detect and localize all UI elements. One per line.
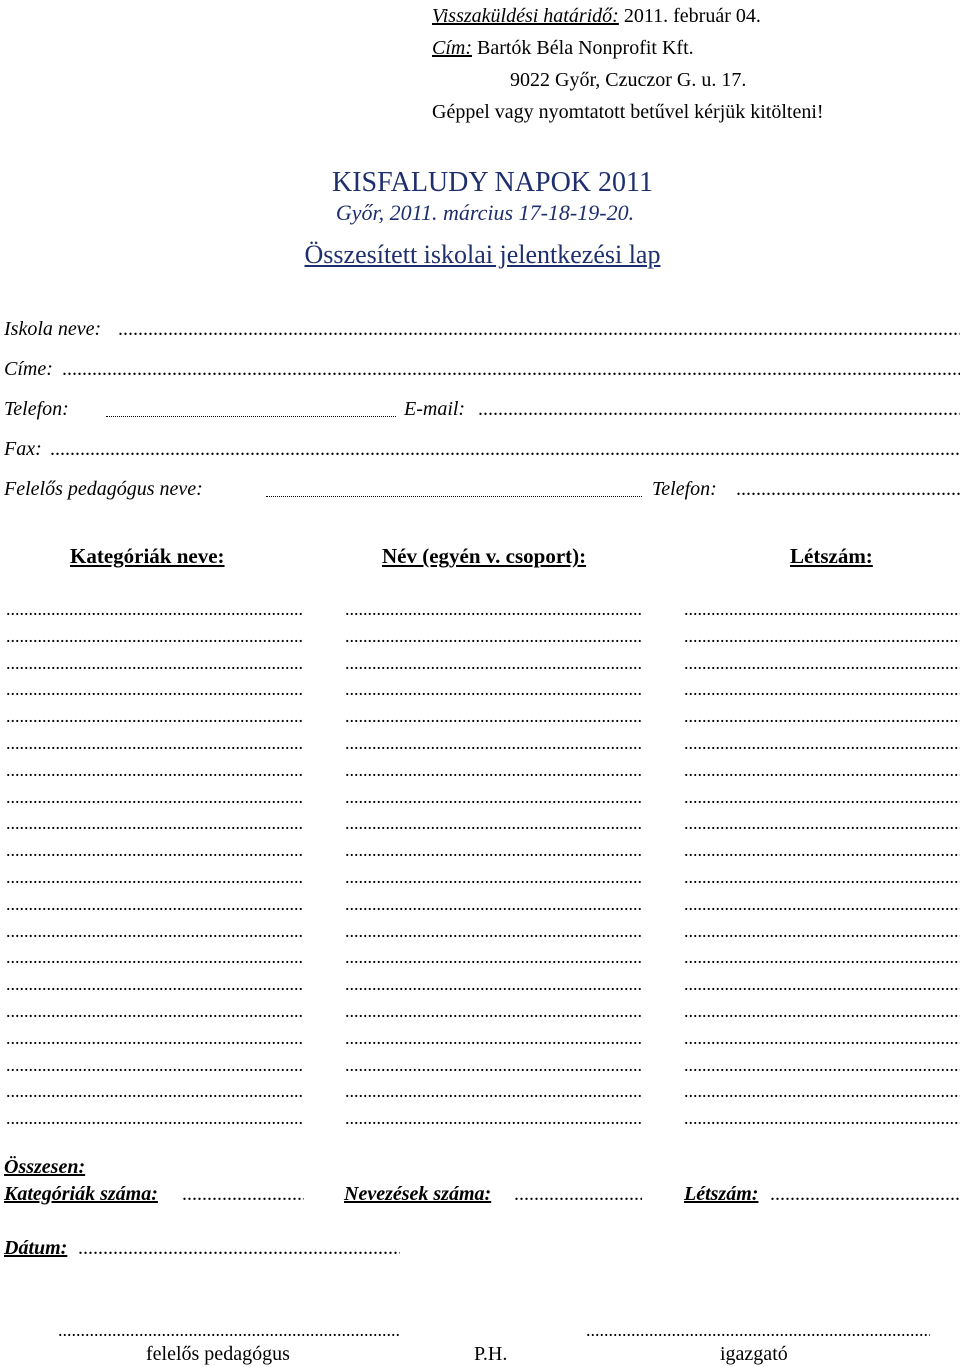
headcount-cell[interactable] xyxy=(684,651,960,675)
address-field[interactable] xyxy=(4,356,960,382)
name-cell[interactable] xyxy=(345,811,643,835)
name-cell[interactable] xyxy=(345,1079,643,1103)
headcount-cell[interactable] xyxy=(684,731,960,755)
category-cell[interactable] xyxy=(6,1026,304,1050)
name-cell[interactable] xyxy=(345,731,643,755)
category-cell[interactable] xyxy=(6,838,304,862)
deadline-value: 2011. február 04. xyxy=(623,5,761,27)
headcount-cell[interactable] xyxy=(684,624,960,648)
entries-count-fill xyxy=(514,1181,642,1207)
headcount-cell[interactable] xyxy=(684,838,960,862)
category-cell[interactable] xyxy=(6,972,304,996)
category-cell[interactable] xyxy=(6,919,304,943)
headcount-cell[interactable] xyxy=(684,892,960,916)
entries-count-label: Nevezések száma: xyxy=(344,1183,492,1205)
headcount-cell[interactable] xyxy=(684,919,960,943)
teacher-fill[interactable] xyxy=(266,478,642,497)
table-row xyxy=(0,651,960,678)
headcount-cell[interactable] xyxy=(684,704,960,728)
headcount-total-label: Létszám: xyxy=(684,1183,759,1205)
teacher-label: Felelős pedagógus neve: xyxy=(4,478,203,500)
teacher-phone-fill[interactable] xyxy=(736,476,960,502)
table-row xyxy=(0,704,960,731)
table-row xyxy=(0,1106,960,1133)
entry-table xyxy=(0,597,960,1133)
instruction-text: Géppel vagy nyomtatott betűvel kérjük kitölteni! xyxy=(432,101,824,123)
table-row xyxy=(0,811,960,838)
phone-fill[interactable] xyxy=(106,398,396,417)
categories-count-field[interactable] xyxy=(4,1181,304,1207)
principal-signature-label: igazgató xyxy=(720,1343,788,1365)
event-date: Győr, 2011. március 17-18-19-20. xyxy=(335,200,635,225)
table-row xyxy=(0,1079,960,1106)
deadline-label: Visszaküldési határidő: xyxy=(432,5,619,27)
principal-signature-line[interactable] xyxy=(586,1318,930,1342)
table-row xyxy=(0,624,960,651)
headcount-cell[interactable] xyxy=(684,758,960,782)
form-title: Összesített iskolai jelentkezési lap xyxy=(304,240,661,269)
table-row xyxy=(0,731,960,758)
col-header-headcount: Létszám: xyxy=(790,544,873,568)
date-field[interactable] xyxy=(4,1235,400,1261)
category-cell[interactable] xyxy=(6,1053,304,1077)
address-line-1: Bartók Béla Nonprofit Kft. xyxy=(477,37,694,59)
total-label: Összesen: xyxy=(4,1156,86,1178)
name-cell[interactable] xyxy=(345,1026,643,1050)
headcount-cell[interactable] xyxy=(684,972,960,996)
name-cell[interactable] xyxy=(345,999,643,1023)
school-name-field[interactable] xyxy=(4,316,960,342)
category-cell[interactable] xyxy=(6,597,304,621)
name-cell[interactable] xyxy=(345,1053,643,1077)
date-fill xyxy=(78,1235,400,1261)
table-row xyxy=(0,1026,960,1053)
headcount-total-fill xyxy=(770,1181,960,1207)
col-header-categories: Kategóriák neve: xyxy=(70,544,225,568)
name-cell[interactable] xyxy=(345,785,643,809)
header-block xyxy=(432,0,824,128)
email-label: E-mail: xyxy=(404,398,466,420)
date-label: Dátum: xyxy=(4,1237,68,1259)
table-row xyxy=(0,677,960,704)
fax-fill xyxy=(50,436,960,462)
table-row xyxy=(0,892,960,919)
table-row xyxy=(0,1053,960,1080)
table-row xyxy=(0,919,960,946)
email-fill[interactable] xyxy=(478,396,960,422)
school-name-label: Iskola neve: xyxy=(4,318,102,340)
table-row xyxy=(0,865,960,892)
category-cell[interactable] xyxy=(6,651,304,675)
name-cell[interactable] xyxy=(345,624,643,648)
name-cell[interactable] xyxy=(345,892,643,916)
headcount-cell[interactable] xyxy=(684,1106,960,1130)
headcount-cell[interactable] xyxy=(684,597,960,621)
name-cell[interactable] xyxy=(345,758,643,782)
address-label-field: Címe: xyxy=(4,358,53,380)
category-cell[interactable] xyxy=(6,945,304,969)
category-cell[interactable] xyxy=(6,1079,304,1103)
name-cell[interactable] xyxy=(345,1106,643,1130)
category-cell[interactable] xyxy=(6,704,304,728)
table-row xyxy=(0,945,960,972)
fax-field[interactable] xyxy=(4,436,960,462)
headcount-cell[interactable] xyxy=(684,1079,960,1103)
school-name-fill xyxy=(118,316,960,342)
category-cell[interactable] xyxy=(6,1106,304,1130)
category-cell[interactable] xyxy=(6,811,304,835)
entries-count-field[interactable] xyxy=(344,1181,642,1207)
category-cell[interactable] xyxy=(6,999,304,1023)
teacher-row xyxy=(4,476,960,502)
teacher-signature-label: felelős pedagógus xyxy=(146,1343,290,1365)
headcount-cell[interactable] xyxy=(684,1026,960,1050)
name-cell[interactable] xyxy=(345,919,643,943)
teacher-phone-label: Telefon: xyxy=(652,478,717,500)
table-row xyxy=(0,597,960,624)
category-cell[interactable] xyxy=(6,758,304,782)
category-cell[interactable] xyxy=(6,731,304,755)
address-line-2: 9022 Győr, Czuczor G. u. 17. xyxy=(510,69,747,91)
name-cell[interactable] xyxy=(345,838,643,862)
table-row xyxy=(0,758,960,785)
headcount-cell[interactable] xyxy=(684,999,960,1023)
headcount-cell[interactable] xyxy=(684,945,960,969)
phone-label: Telefon: xyxy=(4,398,69,420)
headcount-cell[interactable] xyxy=(684,865,960,889)
name-cell[interactable] xyxy=(345,677,643,701)
headcount-cell[interactable] xyxy=(684,1053,960,1077)
name-cell[interactable] xyxy=(345,945,643,969)
teacher-signature-line[interactable] xyxy=(58,1318,400,1342)
name-cell[interactable] xyxy=(345,651,643,675)
categories-count-label: Kategóriák száma: xyxy=(4,1183,158,1205)
name-cell[interactable] xyxy=(345,865,643,889)
category-cell[interactable] xyxy=(6,865,304,889)
fax-label: Fax: xyxy=(4,438,42,460)
table-row xyxy=(0,838,960,865)
headcount-cell[interactable] xyxy=(684,811,960,835)
category-cell[interactable] xyxy=(6,892,304,916)
name-cell[interactable] xyxy=(345,597,643,621)
categories-count-fill xyxy=(182,1181,304,1207)
stamp-label: P.H. xyxy=(474,1343,508,1365)
category-cell[interactable] xyxy=(6,624,304,648)
headcount-cell[interactable] xyxy=(684,677,960,701)
event-title: KISFALUDY NAPOK 2011 xyxy=(332,167,653,198)
address-label: Cím: xyxy=(432,37,472,59)
headcount-cell[interactable] xyxy=(684,785,960,809)
name-cell[interactable] xyxy=(345,704,643,728)
headcount-total-field[interactable] xyxy=(684,1181,960,1207)
name-cell[interactable] xyxy=(345,972,643,996)
col-header-names: Név (egyén v. csoport): xyxy=(382,544,587,568)
address-fill xyxy=(62,356,960,382)
table-row xyxy=(0,972,960,999)
category-cell[interactable] xyxy=(6,677,304,701)
phone-email-row xyxy=(4,396,960,422)
table-row xyxy=(0,785,960,812)
table-row xyxy=(0,999,960,1026)
category-cell[interactable] xyxy=(6,785,304,809)
